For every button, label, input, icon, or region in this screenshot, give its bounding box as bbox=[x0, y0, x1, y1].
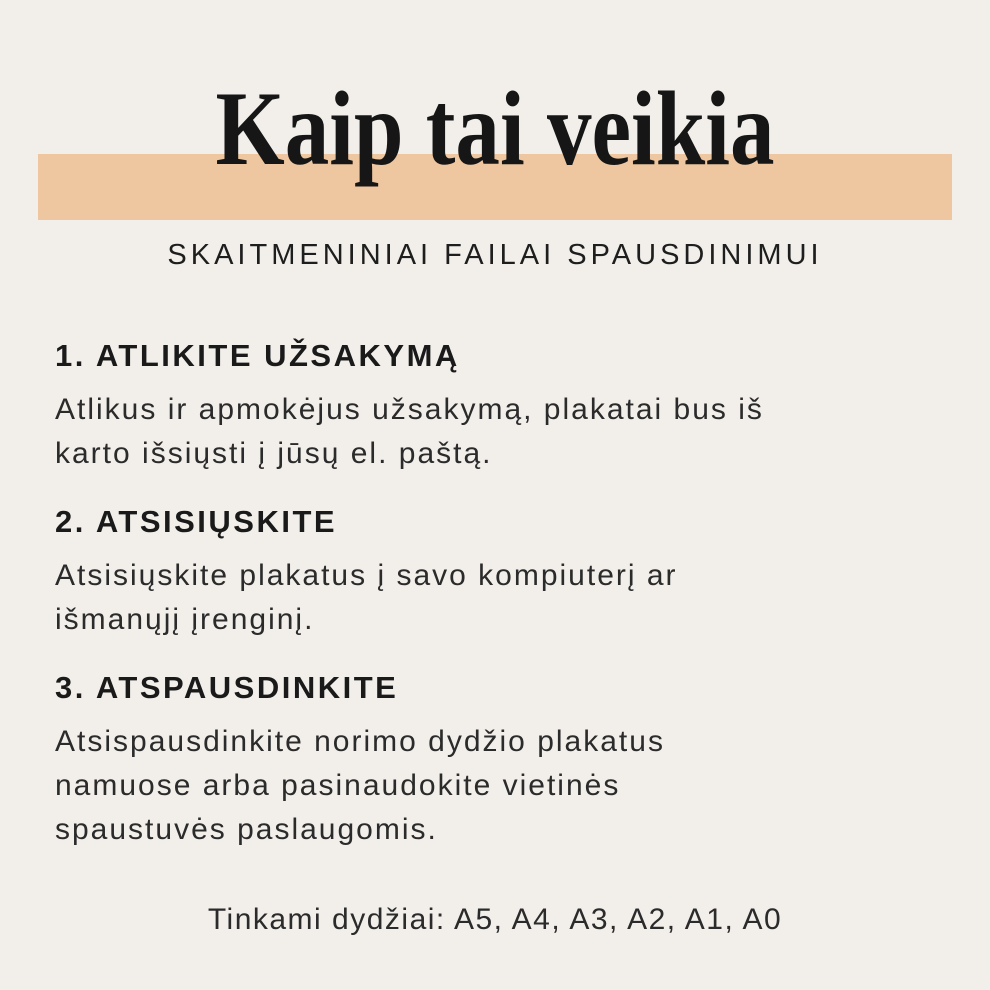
step-2-body bbox=[55, 554, 945, 642]
step-3-body-line-1: Atsispausdinkite norimo dydžio plakatus bbox=[55, 725, 665, 758]
step-2 bbox=[55, 502, 945, 642]
page-subtitle: SKAITMENINIAI FAILAI SPAUSDINIMUI bbox=[167, 239, 823, 271]
sizes-note: Tinkami dydžiai: A5, A4, A3, A2, A1, A0 bbox=[207, 903, 783, 936]
step-3 bbox=[55, 668, 945, 852]
step-1-body-line-2: karto išsiųsti į jūsų el. paštą. bbox=[55, 437, 493, 470]
step-3-body-line-2: namuose arba pasinaudokite vietinės bbox=[55, 769, 621, 802]
step-2-heading: 2. ATSISIŲSKITE bbox=[55, 504, 338, 539]
step-2-body-line-2: išmanųjį įrenginį. bbox=[55, 603, 315, 636]
step-2-body-line-1: Atsisiųskite plakatus į savo kompiuterį ar bbox=[55, 559, 678, 592]
step-3-heading: 3. ATSPAUSDINKITE bbox=[55, 670, 399, 705]
step-1-body bbox=[55, 388, 945, 476]
step-3-body bbox=[55, 720, 945, 852]
step-1-heading: 1. ATLIKITE UŽSAKYMĄ bbox=[55, 338, 460, 373]
page-title: Kaip tai veikia bbox=[215, 70, 775, 187]
step-3-body-line-3: spaustuvės paslaugomis. bbox=[55, 813, 438, 846]
step-1-body-line-1: Atlikus ir apmokėjus užsakymą, plakatai bus iš bbox=[55, 393, 764, 426]
step-1 bbox=[55, 336, 945, 476]
